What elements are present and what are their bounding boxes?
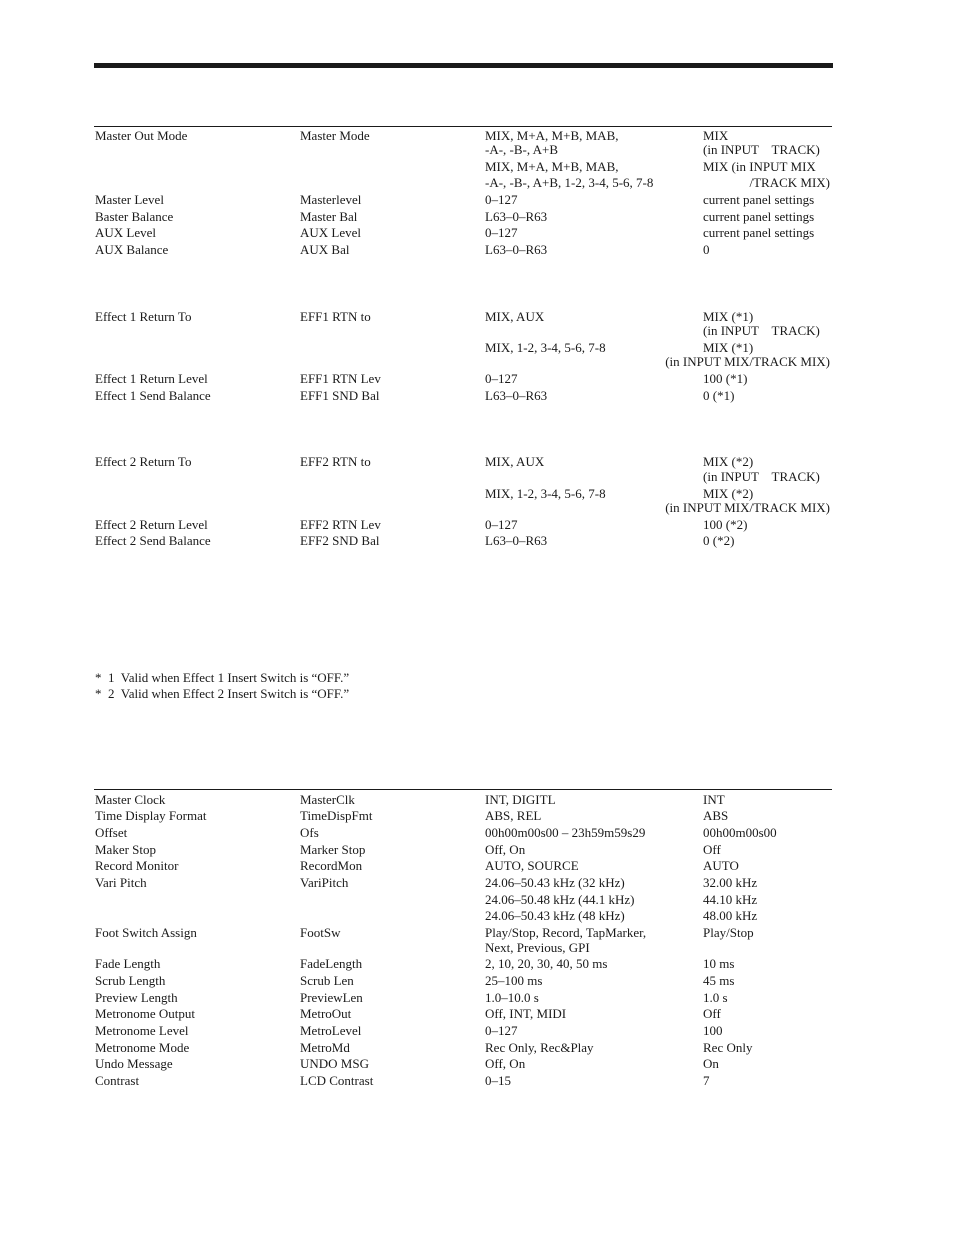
param-default: (in INPUT TRACK) (703, 323, 820, 338)
param-display: Master Mode (300, 128, 370, 143)
param-default: (in INPUT MIX/TRACK MIX) (665, 500, 830, 515)
param-default: INT (703, 792, 725, 807)
param-default: (in INPUT TRACK) (703, 469, 820, 484)
param-default: Off (703, 1006, 721, 1021)
param-default: MIX (703, 128, 729, 143)
param-name: Effect 2 Send Balance (95, 533, 211, 548)
param-name: AUX Balance (95, 242, 169, 257)
param-range: ABS, REL (485, 808, 542, 823)
param-name: Foot Switch Assign (95, 925, 197, 940)
param-default: (in INPUT MIX/TRACK MIX) (665, 354, 830, 369)
param-range: -A-, -B-, A+B (485, 142, 559, 157)
param-range: L63–0–R63 (485, 533, 548, 548)
page-header-rule (94, 63, 833, 68)
param-name: Effect 1 Return Level (95, 371, 208, 386)
param-display: EFF1 SND Bal (300, 388, 380, 403)
param-name: Undo Message (95, 1056, 173, 1071)
param-display: EFF2 RTN to (300, 454, 371, 469)
param-range: 2, 10, 20, 30, 40, 50 ms (485, 956, 608, 971)
param-display: FootSw (300, 925, 341, 940)
param-name: Record Monitor (95, 858, 179, 873)
param-name: Master Level (95, 192, 164, 207)
param-default: current panel settings (703, 225, 815, 240)
param-name: Metronome Level (95, 1023, 189, 1038)
footnote-1: * 1 Valid when Effect 1 Insert Switch is “OFF.” (95, 670, 350, 685)
param-default: MIX (*1) (703, 340, 754, 355)
param-display: EFF2 SND Bal (300, 533, 380, 548)
param-default: AUTO (703, 858, 739, 873)
param-default: MIX (in INPUT MIX (703, 159, 816, 174)
param-default: 44.10 kHz (703, 892, 758, 907)
param-range: 0–127 (485, 1023, 518, 1038)
param-display: TimeDispFmt (300, 808, 373, 823)
param-range: L63–0–R63 (485, 242, 548, 257)
param-default: 0 (*2) (703, 533, 735, 548)
param-range: 00h00m00s00 – 23h59m59s29 (485, 825, 646, 840)
param-display: MetroMd (300, 1040, 350, 1055)
param-range: 0–127 (485, 371, 518, 386)
param-range: MIX, AUX (485, 309, 545, 324)
param-display: RecordMon (300, 858, 363, 873)
param-default: 45 ms (703, 973, 735, 988)
param-default: Play/Stop (703, 925, 754, 940)
param-display: MetroLevel (300, 1023, 362, 1038)
param-display: AUX Bal (300, 242, 350, 257)
param-range: Off, On (485, 842, 526, 857)
param-range: MIX, AUX (485, 454, 545, 469)
param-name: Metronome Mode (95, 1040, 190, 1055)
param-range: Off, On (485, 1056, 526, 1071)
param-range: Rec Only, Rec&Play (485, 1040, 594, 1055)
param-default: MIX (*2) (703, 454, 754, 469)
param-range: 1.0–10.0 s (485, 990, 539, 1005)
param-display: Master Bal (300, 209, 358, 224)
param-name: Scrub Length (95, 973, 166, 988)
param-name: AUX Level (95, 225, 157, 240)
param-range: MIX, M+A, M+B, MAB, (485, 128, 619, 143)
param-default: 00h00m00s00 (703, 825, 777, 840)
param-display: FadeLength (300, 956, 363, 971)
param-range: 24.06–50.48 kHz (44.1 kHz) (485, 892, 635, 907)
param-default: Rec Only (703, 1040, 753, 1055)
param-default: 100 (703, 1023, 723, 1038)
param-range: 0–15 (485, 1073, 511, 1088)
param-name: Contrast (95, 1073, 140, 1088)
param-range: MIX, M+A, M+B, MAB, (485, 159, 619, 174)
param-name: Vari Pitch (95, 875, 147, 890)
param-display: PreviewLen (300, 990, 363, 1005)
param-name: Effect 2 Return Level (95, 517, 208, 532)
param-default: /TRACK MIX) (749, 175, 830, 190)
param-display: MetroOut (300, 1006, 352, 1021)
param-range: -A-, -B-, A+B, 1-2, 3-4, 5-6, 7-8 (485, 175, 654, 190)
param-default: 0 (*1) (703, 388, 735, 403)
param-display: Marker Stop (300, 842, 366, 857)
param-range: 25–100 ms (485, 973, 543, 988)
param-display: EFF1 RTN to (300, 309, 371, 324)
param-range: Off, INT, MIDI (485, 1006, 567, 1021)
param-range: Next, Previous, GPI (485, 940, 590, 955)
param-name: Effect 1 Send Balance (95, 388, 211, 403)
param-name: Preview Length (95, 990, 178, 1005)
param-name: Effect 2 Return To (95, 454, 192, 469)
param-range: L63–0–R63 (485, 388, 548, 403)
param-name: Time Display Format (95, 808, 207, 823)
param-default: current panel settings (703, 192, 815, 207)
param-default: Off (703, 842, 721, 857)
param-display: EFF2 RTN Lev (300, 517, 381, 532)
param-display: Masterlevel (300, 192, 362, 207)
param-default: 32.00 kHz (703, 875, 758, 890)
param-display: UNDO MSG (300, 1056, 369, 1071)
param-display: Scrub Len (300, 973, 354, 988)
param-default: 48.00 kHz (703, 908, 758, 923)
param-display: AUX Level (300, 225, 362, 240)
param-name: Master Clock (95, 792, 166, 807)
footnote-2: * 2 Valid when Effect 2 Insert Switch is “OFF.” (95, 686, 350, 701)
param-range: 24.06–50.43 kHz (48 kHz) (485, 908, 625, 923)
param-name: Effect 1 Return To (95, 309, 192, 324)
param-range: INT, DIGITL (485, 792, 556, 807)
param-range: 0–127 (485, 225, 518, 240)
param-default: 1.0 s (703, 990, 728, 1005)
param-display: LCD Contrast (300, 1073, 374, 1088)
param-default: MIX (*2) (703, 486, 754, 501)
param-name: Fade Length (95, 956, 161, 971)
param-display: EFF1 RTN Lev (300, 371, 381, 386)
param-name: Baster Balance (95, 209, 174, 224)
param-range: Play/Stop, Record, TapMarker, (485, 925, 647, 940)
section-rule-master (94, 126, 832, 127)
param-default: current panel settings (703, 209, 815, 224)
param-name: Metronome Output (95, 1006, 196, 1021)
param-range: 0–127 (485, 192, 518, 207)
param-display: Ofs (300, 825, 319, 840)
param-range: 0–127 (485, 517, 518, 532)
section-rule-system (94, 789, 832, 790)
param-range: MIX, 1-2, 3-4, 5-6, 7-8 (485, 340, 606, 355)
param-default: 100 (*1) (703, 371, 748, 386)
param-default: ABS (703, 808, 729, 823)
param-range: 24.06–50.43 kHz (32 kHz) (485, 875, 625, 890)
param-default: (in INPUT TRACK) (703, 142, 820, 157)
param-name: Offset (95, 825, 128, 840)
param-range: AUTO, SOURCE (485, 858, 579, 873)
param-name: Master Out Mode (95, 128, 188, 143)
param-default: 100 (*2) (703, 517, 748, 532)
param-name: Maker Stop (95, 842, 157, 857)
param-default: 7 (703, 1073, 710, 1088)
param-default: On (703, 1056, 719, 1071)
param-default: 0 (703, 242, 710, 257)
param-display: VariPitch (300, 875, 349, 890)
param-range: MIX, 1-2, 3-4, 5-6, 7-8 (485, 486, 606, 501)
param-display: MasterClk (300, 792, 355, 807)
param-default: MIX (*1) (703, 309, 754, 324)
param-range: L63–0–R63 (485, 209, 548, 224)
param-default: 10 ms (703, 956, 735, 971)
